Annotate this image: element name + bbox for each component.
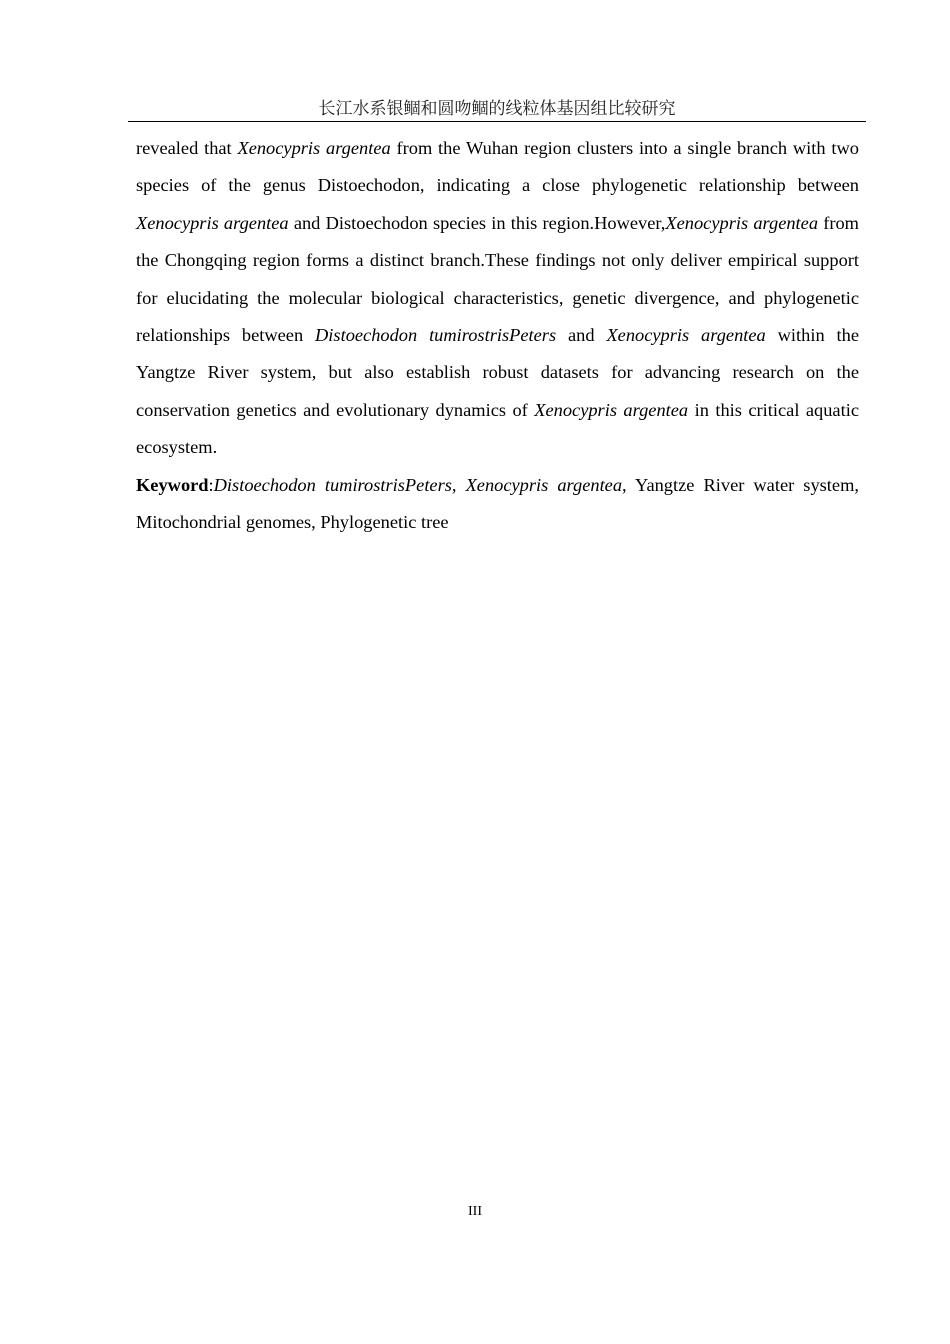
page-number: III — [468, 1204, 482, 1219]
header-rule — [128, 121, 866, 122]
abstract-text-segment: revealed that — [136, 138, 238, 158]
abstract-text-segment: from the Chongqing region forms a distinct branch.These findings not only deliver empirical support for elucidating the molecular biological characteristics, genetic divergence, and phylogenetic relationships between — [136, 212, 859, 346]
keyword-item: Distoechodon tumirostrisPeters — [213, 474, 452, 495]
keyword-separator: , — [451, 474, 466, 495]
abstract-text-segment: within the Yangtze River system, but also establish robust datasets for advancing research on the conservation genetics and evolutionary dynamics of — [136, 325, 859, 420]
species-name: Distoechodon tumirostrisPeters — [315, 325, 557, 346]
abstract-text-segment: and — [556, 325, 607, 346]
running-header: 长江水系银鲴和圆吻鲴的线粒体基因组比较研究 — [318, 99, 676, 119]
keyword-item: Xenocypris argentea — [465, 474, 623, 495]
species-name: Xenocypris argentea — [606, 325, 766, 346]
keywords-label: Keyword — [136, 474, 209, 495]
abstract-body — [136, 130, 859, 541]
keywords-line — [136, 467, 859, 542]
species-name: Xenocypris argentea — [237, 138, 391, 158]
abstract-text-segment: and Distoechodon species in this region.However, — [288, 212, 666, 233]
species-name: Xenocypris argentea — [534, 399, 689, 420]
species-name: Xenocypris argentea — [136, 212, 289, 233]
keywords-separator: : — [208, 474, 214, 495]
abstract-paragraph — [136, 130, 859, 467]
abstract-text-segment: from the Wuhan region clusters into a single branch with two species of the genus Distoechodon, indicating a close phylogenetic relationship between — [136, 138, 859, 196]
species-name: Xenocypris argentea — [665, 212, 819, 233]
abstract-text-segment: in this critical aquatic ecosystem. — [136, 399, 859, 458]
keyword-item: , Yangtze River water system, Mitochondrial genomes, Phylogenetic tree — [136, 474, 859, 533]
